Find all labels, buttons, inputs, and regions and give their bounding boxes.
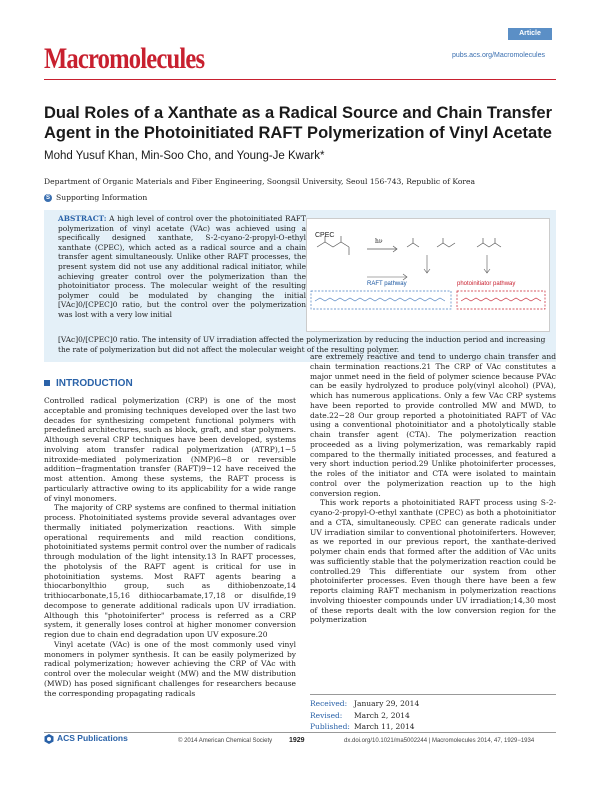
abstract-text-continued: [VAc]0/[CPEC]0 ratio. The intensity of UV irradiation affected the polymerization by reducing the induction period and increasing the rate of polymerization but did not affect the molecular weight of the resulting polymer.: [58, 335, 546, 354]
revised-date: [310, 710, 556, 722]
toc-cpec-label: CPEC: [315, 232, 335, 239]
section-square-icon: [44, 380, 50, 386]
supporting-info-label: Supporting Information: [56, 193, 148, 202]
dates-divider: [310, 694, 556, 695]
received-date: [310, 698, 556, 710]
received-label: Received:: [310, 699, 348, 708]
publication-dates: [310, 698, 556, 733]
raft-pathway-box: [311, 291, 451, 309]
paragraph: This work reports a photoinitiated RAFT process using S-2-cyano-2-propyl-O-ethyl xanthate (CPEC) as both a photoinitiator and a CTA, simultaneously. CPEC can generate radicals under UV irradiation similar to conventional photoiniferters. However, as we reported in our previous report, the xanthate-derived polymer chain ends that formed after the addition of VAc units was sufficiently stable that the polymerization reaction could be controlled.29 This differentiate our system from other photoiniferter processes. Even though there have been a few reports claiming RAFT mechanism in polymerization reactions involving thioester compounds under UV irradiation;14,30 most of these reports dealt with the low conversion region for the polymerization: [310, 498, 556, 625]
published-value: March 11, 2014: [354, 722, 415, 731]
article-type-tab: Article: [508, 28, 552, 40]
reaction-arrow-icon: [367, 246, 397, 252]
paragraph: Controlled radical polymerization (CRP) is one of the most acceptable and promising techniques developed over the last two decades for synthesizing competent functional polymers with predefined architectures, such as block, graft, and star polymers. Although several CRP techniques have been developed, systems involving atom transfer radical polymerization (ATRP),1−5 nitroxide-mediated polymerization (NMP)6−8 or reversible addition−fragmentation transfer (RAFT)9−12 have received the most attention. Among these systems, the RAFT process is particularly attractive owing to its applicability for a wide range of vinyl monomers.: [44, 396, 296, 503]
paragraph: The majority of CRP systems are confined to thermal initiation process. Photoinitiated systems provide several advantages over thermally initiated polymerization reactions. With simple operational requirements and mild reaction conditions, photoinitiated systems permit control over the number of radicals through modulation of the light intensity.13 In RAFT processes, the photolysis of the RAFT agent is critical for use in photoinitiation systems. Most RAFT agents bearing a thiocarbonylthio group, such as dithiobenzoate,14 trithiocarbonate,15,16 dithiocarbamate,17,18 or disulfide,19 decompose to generate additional radicals upon UV irradiation. Although this "photoiniferter" process is referred as a CRP system, it generally loses control at higher monomer conversion region due to chain end degradation upon UV exposure.20: [44, 503, 296, 639]
journal-logo[interactable]: Macromolecules: [44, 42, 205, 75]
acs-hexagon-icon: [44, 734, 54, 744]
raft-chain-icon: [315, 298, 445, 301]
supporting-info-link[interactable]: [44, 193, 147, 202]
revised-label: Revised:: [310, 710, 343, 720]
copyright: © 2014 American Chemical Society: [178, 738, 273, 744]
header-divider: [44, 79, 556, 80]
toc-hv-label: hν: [375, 238, 383, 245]
supporting-info-icon: S: [45, 195, 50, 201]
abstract-text: [58, 214, 306, 320]
body-column-left: [44, 396, 296, 698]
acs-publications-logo[interactable]: [44, 733, 128, 744]
citation-doi[interactable]: dx.doi.org/10.1021/ma5002244 | Macromolecules 2014, 47, 1929−1934: [344, 738, 535, 744]
branch-arrows-icon: [367, 255, 490, 280]
author-list: Mohd Yusuf Khan, Min-Soo Cho, and Young-Je Kwark*: [44, 150, 325, 162]
journal-url-link[interactable]: pubs.acs.org/Macromolecules: [452, 52, 545, 59]
photo-chain-icon: [461, 298, 541, 301]
section-title: INTRODUCTION: [56, 378, 133, 389]
paragraph: are extremely reactive and tend to undergo chain transfer and chain termination reactions.21 The CRP of VAc constitutes a major unmet need in the field of polymer science because PVAc can be easily hydrolyzed to produce poly(vinyl alcohol) (PVA), which has numerous applications. Only a few VAc CRP systems have been reported to provide controlled MW and MWD, to date.22−28 Our group reported a photoinitiated RAFT of VAc using a conventional photoinitiator and a photolytically stable chain transfer agent (CTA). The polymerization reaction proceeded as a living polymerization, was remarkably rapid compared to the thermally initiated processes, and featured a very short induction period.29 Unlike photoiniferter processes, the roles of the initiator and CTA were isolated to maintain control over the polymerization reaction up to the high conversion region.: [310, 352, 556, 498]
photo-pathway-box: [457, 291, 545, 309]
affiliation: Department of Organic Materials and Fiber Engineering, Soongsil University, Seoul 156-743, Republic of Korea: [44, 177, 476, 186]
toc-photo-label: photoinitiator pathway: [457, 281, 516, 287]
radical-structures-icon: [407, 238, 501, 247]
published-label: Published:: [310, 722, 350, 731]
toc-graphic: [306, 218, 550, 332]
body-column-right: [310, 352, 556, 625]
abstract-body-1: A high level of control over the photoinitiated RAFT polymerization of vinyl acetate (VAc) was achieved using a specifically designed xanthate, S-2-cyano-2-propyl-O-ethyl xanthate (CPEC), which acted as a radical source and a chain transfer agent simultaneously. Unlike other RAFT processes, the present system did not use any additional radical initiator, while achieving greater control over the polymerization than the photoinitiator process. The molecular weight of the resulting polymer could be modulated by changing the initial [VAc]0/[CPEC]0 ratio, but the control over the polymerization was lost with a very low initial: [58, 214, 306, 319]
section-heading-introduction: [44, 378, 133, 389]
paragraph: Vinyl acetate (VAc) is one of the most commonly used vinyl monomers in polymer synthesis. It can be easily polymerized by radical polymerization; however achieving the CRP of VAc with control over the molecular weight (MW) and the MW distribution (MWD) has posed significant challenges for researchers because the corresponding propagating radicals: [44, 639, 296, 698]
article-title: Dual Roles of a Xanthate as a Radical Source and Chain Transfer Agent in the Photoinitiated RAFT Polymerization of Vinyl Acetate: [44, 104, 552, 142]
toc-scheme-svg: [307, 219, 549, 331]
received-value: January 29, 2014: [354, 699, 420, 708]
page-number: 1929: [289, 737, 305, 744]
abstract-label: ABSTRACT:: [58, 214, 107, 223]
acs-publications-label: ACS Publications: [57, 733, 128, 743]
toc-raft-label: RAFT pathway: [367, 281, 407, 287]
revised-value: March 2, 2014: [354, 710, 410, 720]
published-date: [310, 721, 556, 733]
